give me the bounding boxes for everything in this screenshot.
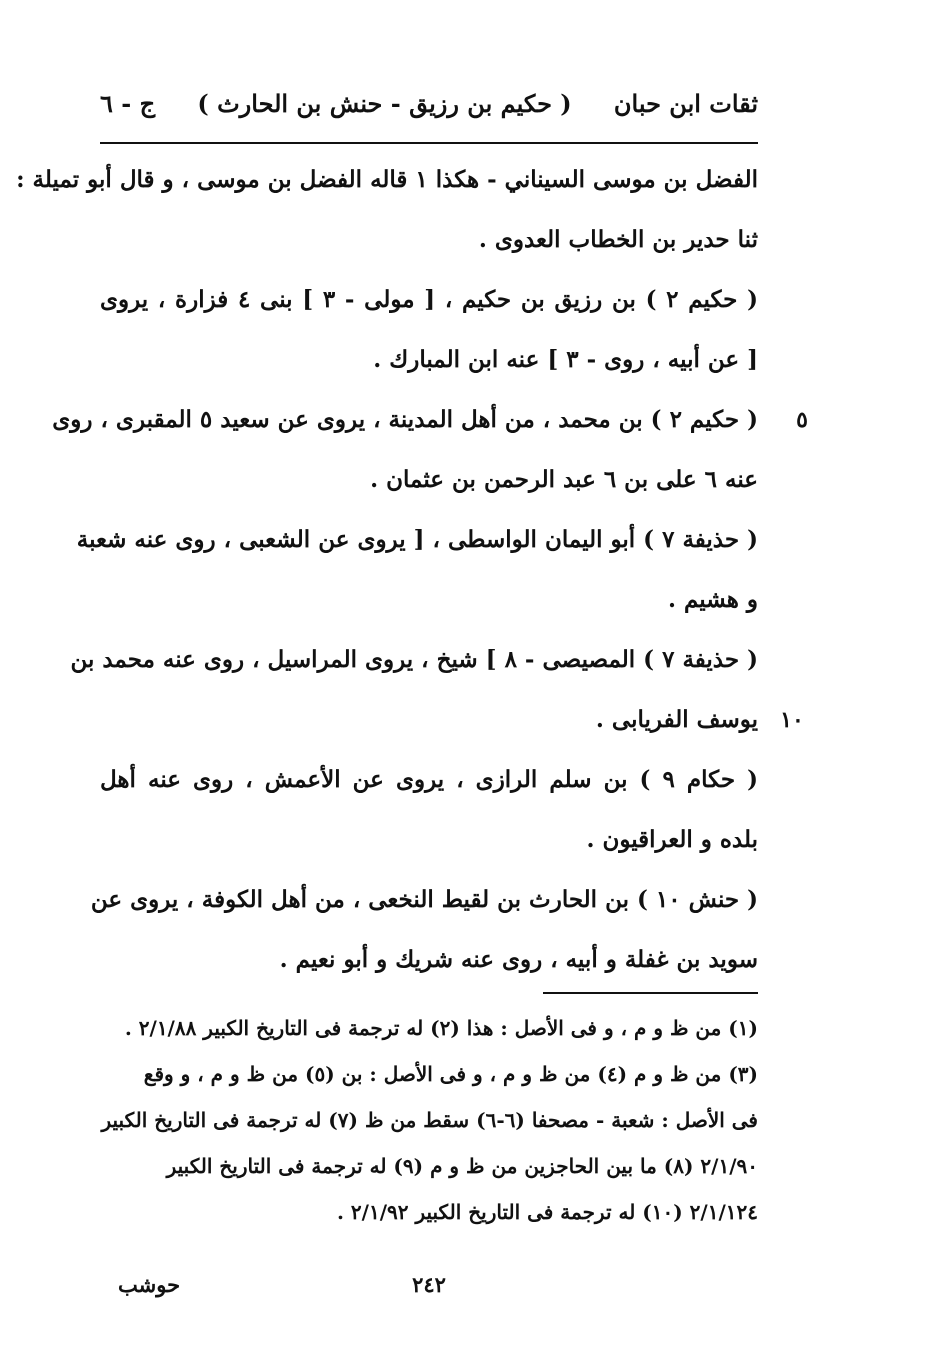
page-number: ٢٤٢	[412, 1272, 446, 1297]
text-line: ثنا حدير بن الخطاب العدوى .	[478, 226, 758, 253]
footnotes	[100, 1005, 758, 1235]
signature-mark: حوشب	[118, 1272, 181, 1297]
text-line: ( حذيفة ٧ ) المصيصى - ٨ ] شيخ ، يروى المراسيل ، روى عنه محمد بن	[70, 646, 758, 673]
footnote-line: فى الأصل : شعبة - مصحفا (٦-٦) سقط من ظ (٧) له ترجمة فى التاريخ الكبير	[101, 1108, 758, 1132]
line-number: ١٠	[780, 707, 804, 733]
text-line: ( حكيم ٢ ) بن رزيق بن حكيم ، [ مولى - ٣ ] بنى ٤ فزارة ، يروى	[100, 286, 758, 313]
page-footer	[100, 1272, 758, 1306]
header-rule	[100, 142, 758, 144]
running-header	[100, 78, 758, 128]
main-text	[16, 150, 808, 990]
footnote-line: (١) من ظ و م ، و فى الأصل : هذا (٢) له ترجمة فى التاريخ الكبير ٢/١/٨٨ .	[124, 1016, 758, 1040]
text-line: عنه ٦ على بن ٦ عبد الرحمن بن عثمان .	[370, 466, 758, 493]
text-line: بلده و العراقيون .	[586, 826, 758, 853]
text-line: [ عن أبيه ، روى - ٣ ] عنه ابن المبارك .	[373, 346, 758, 373]
footnote-rule	[543, 992, 758, 994]
text-line: ( حنش ١٠ ) بن الحارث بن لقيط النخعى ، من أهل الكوفة ، يروى عن	[90, 886, 758, 913]
footnote-line: ٢/١/٩٠ (٨) ما بين الحاجزين من ظ و م (٩) له ترجمة فى التاريخ الكبير	[166, 1154, 758, 1178]
header-book-title: ثقات ابن حبان	[613, 88, 758, 118]
line-number: ٥	[796, 407, 808, 433]
text-line: سويد بن غفلة و أبيه ، روى عنه شريك و أبو نعيم .	[279, 946, 758, 973]
text-line: يوسف الفريابى . ١٠	[100, 690, 758, 750]
footnote-line: (٣) من ظ و م (٤) من ظ و م ، و فى الأصل : بن (٥) من ظ و م ، و وقع	[143, 1062, 758, 1086]
text-line: ( حكيم ٢ ) بن محمد ، من أهل المدينة ، يروى عن سعيد ٥ المقبرى ، روى ٥	[100, 390, 758, 450]
text-line: الفضل بن موسى السيناني - هكذا ١ قاله الفضل بن موسى ، و قال أبو تميلة :	[16, 166, 758, 193]
header-volume: ج - ٦	[100, 88, 156, 118]
text-line: ( حكام ٩ ) بن سلم الرازى ، يروى عن الأعمش ، روى عنه أهل	[100, 766, 758, 793]
text-line: ( حذيفة ٧ ) أبو اليمان الواسطى ، [ يروى عن الشعبى ، روى عنه شعبة	[76, 526, 758, 553]
footnote-line: ٢/١/١٢٤ (١٠) له ترجمة فى التاريخ الكبير ٢/١/٩٢ .	[336, 1200, 758, 1224]
text-line: و هشيم .	[667, 586, 758, 613]
header-section-title: ( حكيم بن رزيق - حنش بن الحارث )	[197, 88, 572, 118]
